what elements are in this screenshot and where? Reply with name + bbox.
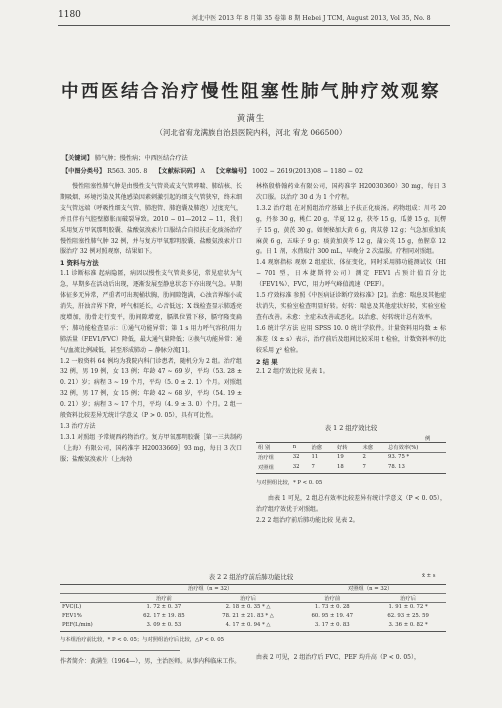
table1-unit: 例 — [425, 436, 431, 442]
table1-header-cell: n — [292, 443, 297, 450]
journal-running-head: 河北中医 2013 年 8 月第 35 卷第 8 期 Hebei J TCM, August 2013, Vol 35, No. 8 — [192, 15, 431, 22]
table-cell: 62. 93 ± 25. 59 — [387, 612, 429, 619]
table2-group-header: 对照组（n = 32） — [347, 586, 393, 593]
table-cell: 93. 75 * — [387, 454, 410, 461]
table-cell: 对照组 — [258, 465, 274, 471]
treatment-group-text: 1.3.2 治疗组 在对照组治疗基础上予扶正化痰汤。药物组成：川芎 20 g，丹参 30 g，桃仁 20 g，半夏 12 g，茯苓 15 g，瓜蒌 15 g，瓦楞子 15 g，黄芪 30 g。如便秘加大黄 6 g，肉苁蓉 12 g；气急加重加炙麻黄 6 g，五味子 9 g；痰黄加黄芩 12 g，蒲公英 15 g，鱼腥草 12 g。日 1 剂，水煎取汁 300 mL，早晚分 2 次温服。疗程同对照组。 — [256, 204, 446, 256]
article-affiliation: （河北省宥龙满族自治县医院内科，河北 宥龙 066500） — [155, 128, 347, 137]
table1-caption: 表 1 2 组疗效比较 — [324, 424, 378, 432]
table-row — [60, 620, 446, 629]
table-cell: 1. 91 ± 0. 72 * — [388, 603, 428, 610]
keywords-line — [62, 153, 188, 162]
table-cell: 2 — [362, 454, 366, 461]
statistics-method: 1.6 统计学方法 应用 SPSS 10. 0 统计学软件。计量资料用均数 ± 标准差（x̄ ± s）表示，治疗前后及组间比较采用 t 检验，计数资料率的比较采用 χ² 检验。 — [256, 324, 446, 354]
table2-sub-header: 治疗后 — [400, 595, 417, 602]
table-cell: 60. 95 ± 19. 47 — [311, 612, 354, 619]
table2-note: 与本组治疗前比较，* P < 0. 05；与对照组治疗后比较，△P < 0. 05 — [60, 637, 225, 643]
general-data: 1.2 一般资料 64 例均为我院内科门诊患者，随机分为 2 组。治疗组 32 例，男 19 例，女 13 例；年龄 47 ~ 69 岁，平均（53. 28 ± 0. 21）岁；病程 3 ~ 19 个月，平均（5. 0 ± 2. 1）个月。对照组 32 例，男 17 例，女 15 例；年龄 42 ~ 68 岁，平均（54. 19 ± 0. 21）岁；病程 3 ~ 17 个月，平均（4. 9 ± 3. 0）个月。2 组一般资料比较差异无统计学意义（P > 0. 05），具有可比性。 — [60, 357, 242, 420]
table-cell: 32 — [292, 464, 300, 470]
table-cell: 4. 17 ± 0. 94 * △ — [225, 621, 271, 628]
table-row — [60, 611, 446, 620]
left-column — [60, 182, 242, 466]
efficacy-criteria: 1.5 疗效标准 参照《中医病证诊断疗效标准》[2]。治愈：喘息及其他症状消失，实验室检查明显好转。好转：喘息及其他症状好转，实验室检查有改善。未愈：主症未改善或恶化。以治愈、好转统计总有效率。 — [256, 292, 446, 321]
table-cell: 1. 72 ± 0. 37 — [146, 603, 182, 610]
page-number: 1180 — [58, 10, 81, 20]
table2-sub-header: 治疗后 — [240, 595, 257, 602]
control-group-text: 1.3.1 对照组 予常规西药物治疗。复方甲氧那明胶囊［第一三共制药（上海）有限公司，国药准字 H20033669］93 mg，每日 3 次口服；盐酸氨溴索片（上海勃 — [60, 433, 242, 463]
table1-note: 与对照组比较，* P < 0. 05 — [256, 480, 323, 486]
table-cell: 19 — [336, 454, 344, 461]
table1-header-cell: 好转 — [336, 444, 348, 451]
table2-unit: x̄ ± s — [422, 573, 436, 579]
footnote-rule — [60, 650, 180, 651]
efficacy-comparison-ref: 2.1 2 组疗效比较 见表 1。 — [256, 368, 329, 376]
treatment-methods-heading: 1.3 治疗方法 — [60, 422, 96, 430]
table-cell: FVC(L) — [62, 603, 82, 610]
table-cell: 78. 13 — [387, 464, 405, 470]
table-row — [60, 602, 446, 611]
table2-group-header-row — [60, 584, 446, 593]
table2 — [60, 584, 446, 629]
header-rule — [58, 25, 450, 26]
table-cell: 1. 73 ± 0. 28 — [314, 603, 350, 610]
diagnosis-criteria: 1.1 诊断标准 起病隐匿，病因以慢性支气管炎多见，常见症状为气急，早期多在活动后出现，逐渐发展至静息状态下亦出现气急。早期体征多无异常，严重者可出现桶状胸，肋间隙饱满，心浊音界缩小或消失，肝浊音界下降，呼气相延长，心音低远；X 线检查显示肺透亮度增加，肋骨走行变平，肋间隙增宽，膈肌位置下移，膈穹隆变扁平；肺功能检查显示：①通气功能异常；第 1 s 用力呼气容积/用力肺活量（FEV1/FVC）降低，最大通气量降低；②换气功能异常：通气/血流比例减低，甚至形成肺动 − 静脉分流[1]。 — [60, 270, 242, 354]
table2-sub-header-row — [60, 593, 446, 602]
table2-grid — [60, 584, 446, 629]
keywords-value: 肺气肿；慢性病；中西医结合疗法 — [94, 155, 188, 162]
table-row — [256, 452, 446, 462]
table-cell: PEF(L/min) — [62, 621, 93, 628]
table2-sub-header: 治疗前 — [155, 595, 172, 602]
right-continuation: 林格殷格翰药业有限公司，国药准字 H20030360）30 mg，每日 3 次口服。以治疗 30 d 为 1 个疗程。 — [256, 183, 446, 201]
article-no-label: 【文章编号】 — [212, 168, 250, 175]
section-heading-2: 2 结 果 — [256, 357, 278, 366]
table2-sub-header: 治疗前 — [324, 595, 341, 602]
footer-right-text: 由表 2 可见，2 组治疗后 FVC、PEF 均升高（P < 0. 05）， — [256, 654, 420, 661]
results-text — [256, 494, 446, 527]
table1-header-cell: 治愈 — [311, 444, 323, 451]
table1 — [256, 442, 446, 472]
intro-paragraph: 慢性阻塞性肺气肿是由慢性支气管炎或支气管哮喘、肺结核、长期吸烟、环境污染及其他感染因素刺激引起的细支气管狭窄，终末细支气管远端（呼吸性细支气管、肺泡管、肺泡囊及肺泡）过度充气，并且伴有气腔壁膨胀而破裂导致。2010 − 01—2012 − 11，我们采用复方甲氧那明胶囊、盐酸氨溴索片口服结合自拟扶正化痰汤治疗慢性阻塞性肺气肿 32 例，并与复方甲氧那明胶囊、盐酸氨溴索片口服治疗 32 例对照观察，结果如下。 — [60, 183, 242, 256]
table1-header-cell: 总有效率(%) — [387, 444, 419, 451]
table-cell: 78. 21 ± 21. 83 * △ — [222, 612, 274, 619]
section-heading-1: 1 资料与方法 — [60, 259, 99, 268]
table-row — [256, 462, 446, 472]
table-cell: 7 — [311, 464, 315, 470]
table2-group-header: 治疗组（n = 32） — [187, 586, 233, 593]
doc-code-value: A — [200, 168, 205, 175]
table1-header-row — [256, 442, 446, 452]
table1-result: 由表 1 可见，2 组总有效率比较差异有统计学意义（P < 0. 05），治疗组疗效优于对照组。 — [256, 495, 446, 513]
article-title: 中西医结合治疗慢性阻塞性肺气肿疗效观察 — [61, 82, 441, 102]
table1-header-cell: 未愈 — [362, 444, 374, 451]
table1-header-cell: 组 别 — [258, 444, 271, 451]
table-cell: 3. 09 ± 0. 53 — [146, 621, 182, 628]
clc-value: R563. 305. 8 — [107, 168, 148, 175]
table-cell: 11 — [311, 454, 319, 461]
table-cell: 2. 18 ± 0. 35 * △ — [225, 603, 271, 610]
table2-caption: 表 2 2 组治疗前后肺功能比较 — [208, 573, 294, 581]
table-cell: FEV1% — [62, 612, 82, 619]
doc-code-label: 【文献标识码】 — [155, 168, 199, 175]
table1-grid — [256, 442, 446, 472]
article-no-value: 1002 − 2619(2013)08 − 1180 − 02 — [251, 168, 363, 175]
table-cell: 7 — [362, 464, 366, 470]
observation-index: 1.4 观察指标 观察 2 组症状、体征变化，同时采用肺功能测试仪（HI − 701 型，日本捷斯特公司）测定 FEV1 占预计值百分比（FEV1%）、FVC，用力呼气峰值流速（PEF）。 — [256, 259, 446, 289]
table-cell: 32 — [292, 454, 300, 461]
table-cell: 3. 17 ± 0. 83 — [314, 621, 350, 628]
author-intro: 作者简介：黄满生（1964—），男，主治医师。从事内科临床工作。 — [60, 658, 241, 665]
table-cell: 治疗组 — [258, 455, 274, 462]
article-author: 黄满生 — [236, 114, 266, 124]
keywords-label: 【关键词】 — [62, 155, 93, 162]
table-cell: 3. 36 ± 0. 82 * — [388, 621, 428, 628]
right-column — [256, 182, 446, 378]
table-cell: 62. 17 ± 19. 85 — [143, 612, 185, 619]
table-cell: 18 — [336, 464, 344, 470]
classification-line — [62, 166, 363, 175]
clc-label: 【中图分类号】 — [62, 168, 106, 175]
lung-function-ref: 2.2 2 组治疗前后肺功能比较 见表 2。 — [256, 516, 359, 524]
